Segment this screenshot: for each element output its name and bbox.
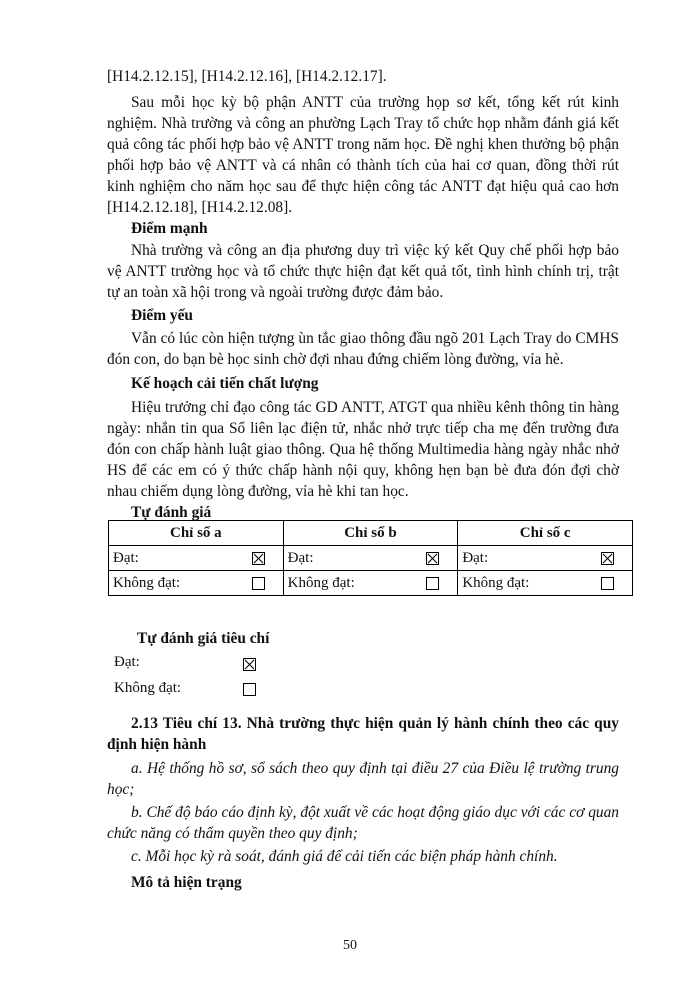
self-eval-heading: Tự đánh giá xyxy=(131,504,212,521)
unchecked-box-icon[interactable] xyxy=(252,577,265,590)
header-index-c: Chỉ số c xyxy=(458,521,633,546)
weakness-heading: Điểm yếu xyxy=(131,307,193,324)
criterion-pass-label: Đạt: xyxy=(114,654,140,670)
checked-box-icon[interactable] xyxy=(243,658,256,671)
fail-label-c: Không đạt: xyxy=(462,574,530,591)
unchecked-box-icon[interactable] xyxy=(243,683,256,696)
checked-box-icon[interactable] xyxy=(426,552,439,565)
page-number: 50 xyxy=(343,938,357,953)
unchecked-box-icon[interactable] xyxy=(601,577,614,590)
criterion-13-item-b: b. Chế độ báo cáo định kỳ, đột xuất về các hoạt động giáo dục với các cơ quan chức năng có thẩm quyền theo quy định; xyxy=(107,804,619,842)
checked-box-icon[interactable] xyxy=(252,552,265,565)
plan-text: Hiệu trưởng chỉ đạo công tác GD ANTT, ATGT qua nhiều kênh thông tin hàng ngày: nhắn tin qua Sổ liên lạc điện tử, nhắc nhở trực tiếp cha mẹ đến trường đưa đón con chấp hành luật giao thông. Qua hệ thống Multimedia hàng ngày nhắc nhở HS để các em có ý thức chấp hành nội quy, không hẹn bạn bè đưa đón đợi chờ nhau chiếm dụng lòng đường, vỉa hè khi tan học. xyxy=(107,399,619,500)
header-index-b: Chỉ số b xyxy=(283,521,458,546)
fail-label-a: Không đạt: xyxy=(113,574,181,591)
paragraph-review: Sau mỗi học kỳ bộ phận ANTT của trường họp sơ kết, tổng kết rút kinh nghiệm. Nhà trường và công an phường Lạch Tray tổ chức họp nhằm đánh giá kết quả công tác phối hợp bảo vệ ANTT trong năm học. Đề nghị khen thưởng bộ phận phối hợp bảo vệ ANTT và cá nhân có thành tích của hai cơ quan, đồng thời rút kinh nghiệm cho năm học sau để thực hiện công tác ANTT đạt hiệu quả cao hơn [H14.2.12.18], [H14.2.12.08]. xyxy=(107,94,619,216)
criterion-13-item-a: a. Hệ thống hồ sơ, sổ sách theo quy định tại điều 27 của Điều lệ trường trung học; xyxy=(107,760,619,798)
criterion-fail-label: Không đạt: xyxy=(114,680,182,696)
strength-heading: Điểm mạnh xyxy=(131,220,208,237)
weakness-text: Vẫn có lúc còn hiện tượng ùn tắc giao thông đầu ngõ 201 Lạch Tray do CMHS đón con, do bạn bè học sinh chờ đợi nhau đứng chiếm lòng đường, vỉa hè. xyxy=(107,330,619,368)
strength-text: Nhà trường và công an địa phương duy trì việc ký kết Quy chế phối hợp bảo vệ ANTT trường học và tổ chức thực hiện đạt kết quả tốt, tình hình chính trị, trật tự an toàn xã hội trong và ngoài trường được đảm bảo. xyxy=(107,242,619,301)
checked-box-icon[interactable] xyxy=(601,552,614,565)
unchecked-box-icon[interactable] xyxy=(426,577,439,590)
header-index-a: Chỉ số a xyxy=(109,521,284,546)
self-eval-table xyxy=(108,520,633,596)
references-line: [H14.2.12.15], [H14.2.12.16], [H14.2.12.17]. xyxy=(107,68,387,85)
table-header-row xyxy=(109,521,633,546)
table-row-fail xyxy=(109,571,633,596)
pass-label-c: Đạt: xyxy=(462,549,489,566)
table-row-pass xyxy=(109,546,633,571)
criterion-13-heading: 2.13 Tiêu chí 13. Nhà trường thực hiện quản lý hành chính theo các quy định hiện hành xyxy=(107,715,619,753)
pass-label-a: Đạt: xyxy=(113,549,139,566)
current-status-heading: Mô tả hiện trạng xyxy=(131,874,242,891)
fail-label-b: Không đạt: xyxy=(287,574,355,591)
criterion-eval-heading: Tự đánh giá tiêu chí xyxy=(137,630,270,647)
criterion-13-item-c: c. Mỗi học kỳ rà soát, đánh giá để cải tiến các biện pháp hành chính. xyxy=(131,848,558,865)
pass-label-b: Đạt: xyxy=(287,549,314,566)
plan-heading: Kế hoạch cải tiến chất lượng xyxy=(131,375,319,392)
